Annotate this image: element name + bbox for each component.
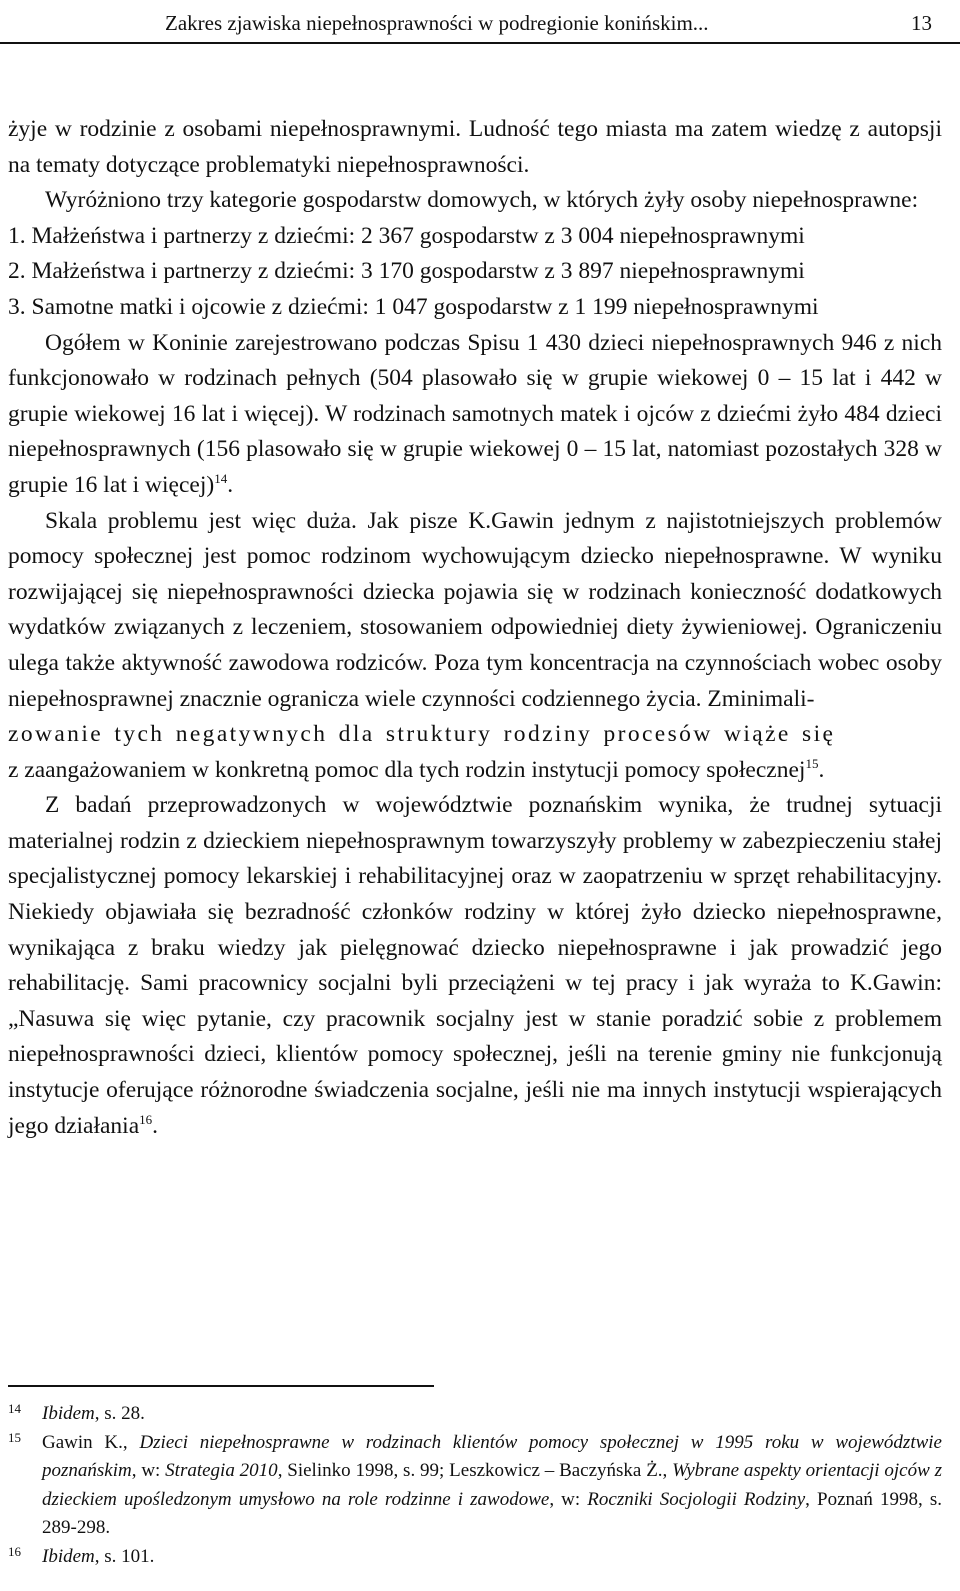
sentence-end: . bbox=[152, 1112, 159, 1139]
footnote-number: 14 bbox=[8, 1401, 21, 1416]
paragraph-text-end: z zaangażowaniem w konkretną pomoc dla tych rodzin instytucji pomocy społecznej bbox=[8, 756, 806, 783]
paragraph-continuation: żyje w rodzinie z osobami niepełnosprawnymi. Ludność tego miasta ma zatem wiedzę z autopsji na tematy dotyczące problematyki niepełnosprawności. bbox=[8, 116, 942, 178]
footnote-segment: , Sielinko 1998, s. 99; Leszkowicz – Baczyńska Ż., bbox=[277, 1460, 673, 1482]
footnote-segment: , s. 101. bbox=[94, 1545, 155, 1567]
footnote-16 bbox=[8, 1543, 942, 1572]
body-text bbox=[8, 112, 942, 1144]
paragraph-spaced-line: zowanie tych negatywnych dla struktury rodziny procesów wiąże się bbox=[8, 721, 836, 748]
running-header-title: Zakres zjawiska niepełnosprawności w podregionie konińskim... bbox=[165, 11, 709, 35]
footnote-italic-segment: Wybrane aspekty orientacji ojców z dzieckiem upośledzonym umysłowo na role rodzinne i zawodowe bbox=[42, 1460, 942, 1510]
footnotes bbox=[8, 1400, 942, 1572]
paragraph-text: Skala problemu jest więc duża. Jak pisze K.Gawin jednym z najistotniejszych problemów pomocy społecznej jest pomoc rodzinom wychowującym dziecko niepełnosprawne. W wyniku rozwijającej się niepełnosprawności dziecka pojawia się w rodzinach konieczność dodatkowych wydatków związanych z leczeniem, stosowaniem odpowiedniej diety żywieniowej. Ograniczeniu ulega także aktywność zawodowa rodziców. Poza tym koncentracja na czynnościach wobec osoby niepełnosprawnej znacznie ogranicza wiele czynności codziennego życia. Zminimali- bbox=[8, 507, 942, 712]
footnote-text bbox=[42, 1403, 145, 1424]
footnote-ref-15: 15 bbox=[805, 755, 819, 771]
sentence-end: . bbox=[227, 471, 234, 498]
footnote-14 bbox=[8, 1400, 942, 1429]
footnote-text bbox=[42, 1432, 942, 1539]
paragraph-poznan-research bbox=[8, 788, 942, 1144]
footnote-text bbox=[42, 1546, 154, 1567]
footnote-italic-segment: Strategia 2010 bbox=[165, 1460, 278, 1482]
footnote-ref-16: 16 bbox=[139, 1111, 153, 1127]
footnote-ref-14: 14 bbox=[214, 471, 228, 487]
footnote-italic-segment: Dzieci niepełnosprawne w rodzinach klientów pomocy społecznej w 1995 roku w województwie poznańskim bbox=[42, 1431, 942, 1482]
footnote-segment: , s. 28. bbox=[94, 1403, 145, 1424]
paragraph-problem-scale bbox=[8, 504, 942, 789]
paragraph-konin-census bbox=[8, 326, 942, 504]
footnote-number: 16 bbox=[8, 1543, 21, 1559]
paragraph-text: Ogółem w Koninie zarejestrowano podczas Spisu 1 430 dzieci niepełnosprawnych 946 z nich funkcjonowało w rodzinach pełnych (504 plasowało się w grupie wiekowej 0 – 15 lat i 442 w grupie wiekowej 16 lat i więcej). W rodzinach samotnych matek i ojców z dziećmi żyło 484 dzieci niepełnosprawnych (156 plasowało się w grupie wiekowej 0 – 15 lat, natomiast pozostałych 328 w grupie 16 lat i więcej) bbox=[8, 329, 942, 498]
list-item-3: 3. Samotne matki i ojcowie z dziećmi: 1 047 gospodarstw z 1 199 niepełnosprawnymi bbox=[8, 293, 819, 320]
footnote-15 bbox=[8, 1429, 942, 1543]
footnote-separator bbox=[8, 1385, 434, 1387]
footnote-segment: , w: bbox=[549, 1488, 588, 1510]
page-number: 13 bbox=[911, 11, 932, 35]
footnote-segment: Gawin K., bbox=[42, 1431, 140, 1453]
list-item-1: 1. Małżeństwa i partnerzy z dziećmi: 2 367 gospodarstw z 3 004 niepełnosprawnymi bbox=[8, 222, 805, 249]
footnote-segment: , w: bbox=[131, 1460, 166, 1482]
footnote-number: 15 bbox=[8, 1429, 21, 1445]
footnote-italic-segment: Ibidem bbox=[42, 1545, 95, 1567]
paragraph-text: Z badań przeprowadzonych w województwie poznańskim wynika, że trudnej sytuacji materialnej rodzin z dzieckiem niepełnosprawnym towarzyszyły problemy w zabezpieczeniu stałej specjalistycznej pomocy lekarskiej i rehabilitacyjnej oraz w zaopatrzeniu w sprzęt rehabilitacyjny. Niekiedy objawiała się bezradność członków rodziny w której żyło dziecko niepełnosprawne, wynikająca z braku wiedzy jak pielęgnować dziecko niepełnosprawne i jak prowadzić jego rehabilitację. Sami pracownicy socjalni byli przeciążeni w tej pracy i jak wyraża to K.Gawin: „Nasuwa się więc pytanie, czy pracownik socjalny jest w stanie poradzić sobie z problemem niepełnosprawności dzieci, klientów pomocy społecznej, jeśli na terenie gminy nie funkcjonują instytucje oferujące różnorodne świadczenia socjalne, jeśli nie ma innych instytucji wspierających jego działania bbox=[8, 792, 942, 1139]
footnote-italic-segment: Roczniki Socjologii Rodziny bbox=[587, 1488, 806, 1510]
sentence-end: . bbox=[818, 756, 825, 783]
footnote-segment: , Poznań 1998, s. 289-298. bbox=[42, 1488, 943, 1539]
paragraph-household-categories: Wyróżniono trzy kategorie gospodarstw domowych, w których żyły osoby niepełnosprawne: bbox=[45, 187, 919, 214]
running-header bbox=[0, 6, 960, 44]
footnote-italic-segment: Ibidem bbox=[42, 1403, 95, 1424]
list-item-2: 2. Małżeństwa i partnerzy z dziećmi: 3 170 gospodarstw z 3 897 niepełnosprawnymi bbox=[8, 258, 805, 285]
